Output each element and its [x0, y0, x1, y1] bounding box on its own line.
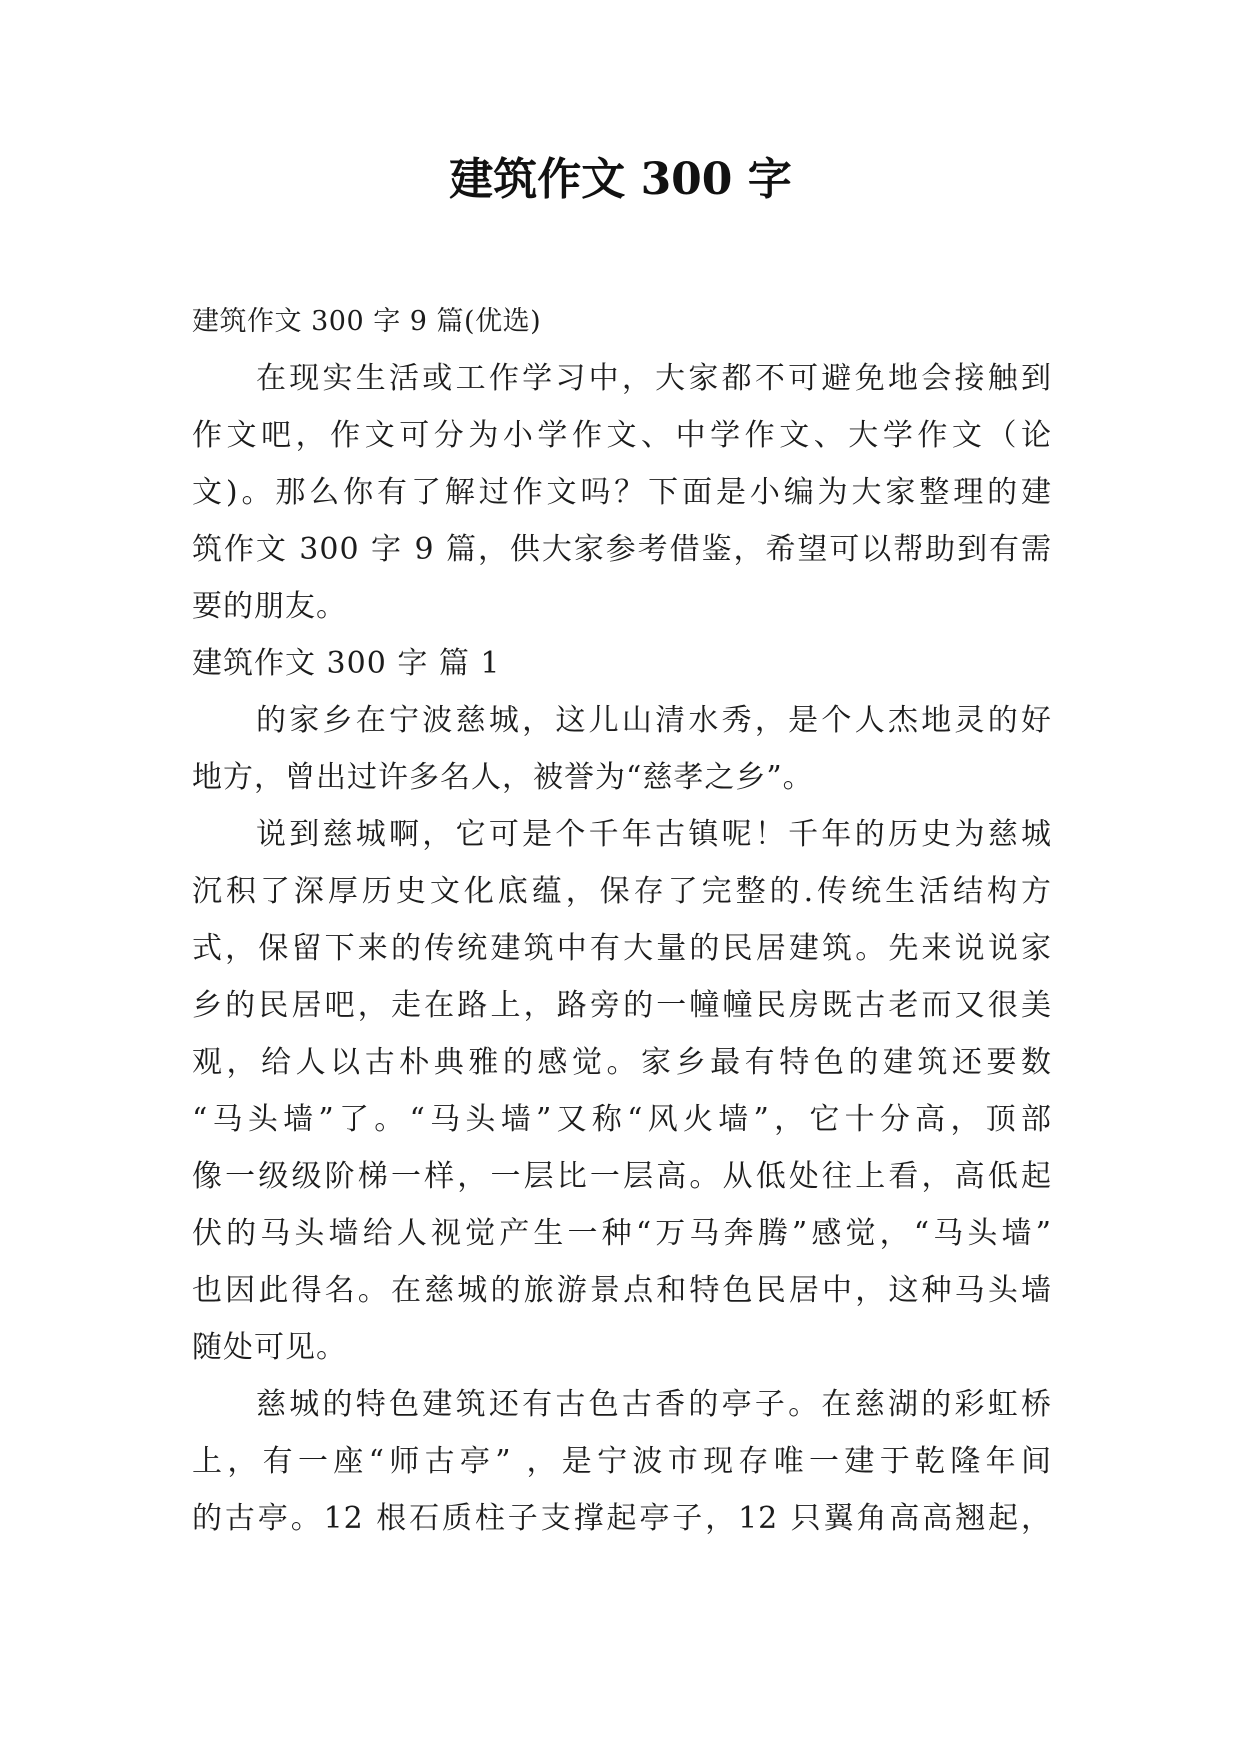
- paragraph-line: 伏的马头墙给人视觉产生一种“万马奔腾”感觉，“马头墙”: [192, 1216, 1052, 1251]
- paragraph-line: 地方，曾出过许多名人，被誉为“慈孝之乡”。: [192, 760, 814, 795]
- paragraph-line: 观，给人以古朴典雅的感觉。家乡最有特色的建筑还要数: [192, 1045, 1052, 1080]
- paragraph-line: 沉积了深厚历史文化底蕴，保存了完整的.传统生活结构方: [192, 874, 1052, 909]
- paragraph-intro-line: 文)。那么你有了解过作文吗？下面是小编为大家整理的建: [192, 475, 1052, 510]
- section-heading: 建筑作文 300 字 篇 1: [192, 646, 501, 681]
- paragraph-line: 说到慈城啊，它可是个千年古镇呢！千年的历史为慈城: [256, 817, 1052, 852]
- document-body: [192, 293, 1052, 1547]
- paragraph-line: 也因此得名。在慈城的旅游景点和特色民居中，这种马头墙: [192, 1273, 1052, 1308]
- paragraph-line: 式，保留下来的传统建筑中有大量的民居建筑。先来说说家: [192, 931, 1052, 966]
- paragraph-line: 像一级级阶梯一样，一层比一层高。从低处往上看，高低起: [192, 1159, 1052, 1194]
- paragraph-intro-line: 作文吧，作文可分为小学作文、中学作文、大学作文（论: [192, 418, 1052, 453]
- paragraph-line: “马头墙”了。“马头墙”又称“风火墙”，它十分高，顶部: [192, 1102, 1052, 1137]
- paragraph-line: 的古亭。12 根石质柱子支撑起亭子，12 只翼角高高翘起，: [192, 1501, 1052, 1536]
- paragraph-intro-line: 筑作文 300 字 9 篇，供大家参考借鉴，希望可以帮助到有需: [192, 532, 1052, 567]
- paragraph-line: 慈城的特色建筑还有古色古香的亭子。在慈湖的彩虹桥: [256, 1387, 1052, 1422]
- document-subtitle: 建筑作文 300 字 9 篇(优选): [192, 306, 542, 337]
- paragraph-line: 上，有一座“师古亭” ，是宁波市现存唯一建于乾隆年间: [192, 1444, 1052, 1479]
- document-title: 建筑作文 300 字: [449, 154, 792, 205]
- paragraph-line: 的家乡在宁波慈城，这儿山清水秀，是个人杰地灵的好: [256, 703, 1052, 738]
- paragraph-line: 乡的民居吧，走在路上，路旁的一幢幢民房既古老而又很美: [192, 988, 1052, 1023]
- paragraph-line: 随处可见。: [192, 1330, 347, 1365]
- paragraph-intro-line: 在现实生活或工作学习中，大家都不可避免地会接触到: [256, 361, 1052, 396]
- paragraph-intro-line: 要的朋友。: [192, 589, 347, 624]
